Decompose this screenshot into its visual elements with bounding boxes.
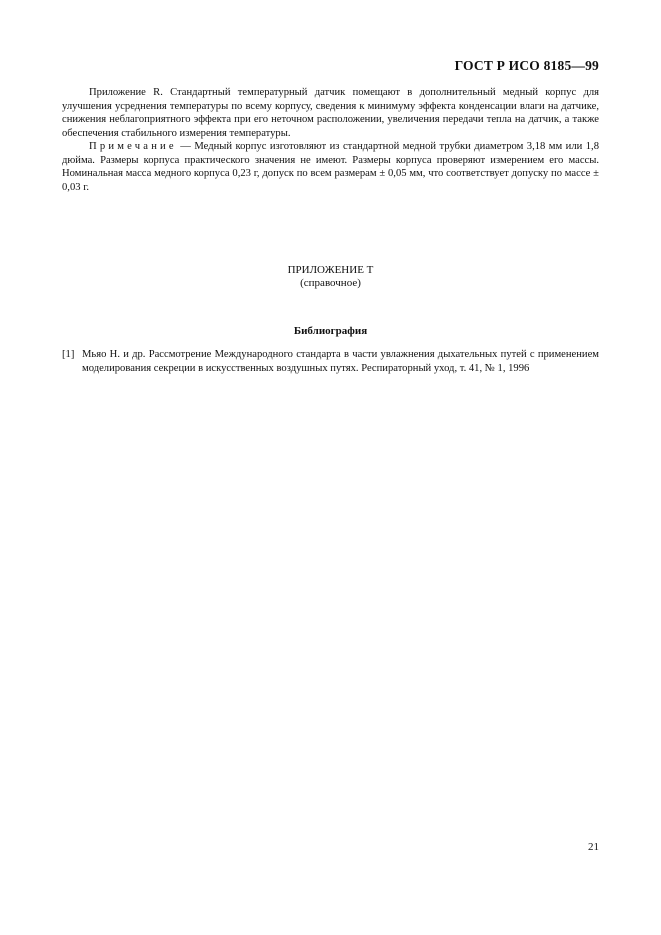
- note-text: — Медный корпус изготовляют из стандартной медной трубки диаметром 3,18 мм или 1,8 дюйма. Размеры корпуса практического значения не имеют. Размеры корпуса проверяют измерением его массы. Номинальная масса медного корпуса 0,23 г, допуск по всем размерам ± 0,05 мм, что соответствует допуску по массе ± 0,03 г.: [62, 141, 599, 193]
- bibliography-item: [62, 348, 599, 375]
- annex-subtitle: (справочное): [300, 277, 361, 289]
- note-label: Примечание: [89, 141, 177, 152]
- bibliography-title: Библиография: [293, 325, 368, 337]
- note-paragraph: [62, 140, 599, 194]
- bibliography-item-text: Мьяо Н. и др. Рассмотрение Международного стандарта в части увлажнения дыхательных путей с применением моделирования секреции в искусственных воздушных путях. Респираторный уход, т. 41, № 1, 1996: [82, 349, 599, 374]
- bibliography-item-number: [1]: [62, 349, 75, 360]
- page-number: 21: [588, 841, 599, 853]
- annex-r-section: [62, 86, 599, 140]
- annex-r-paragraph: Приложение R. Стандартный температурный датчик помещают в дополнительный медный корпус для улучшения усреднения температуры по всему корпусу, сведения к минимуму эффекта конденсации влаги на датчике, снижения неблагоприятного эффекта при его неточном расположении, увеличения передачи тепла на датчик, а также обеспечения стабильного измерения температуры.: [62, 87, 599, 139]
- annex-heading: [0, 264, 661, 290]
- annex-title: ПРИЛОЖЕНИЕ Т: [287, 264, 374, 276]
- note-section: [62, 140, 599, 194]
- document-header: ГОСТ Р ИСО 8185—99: [454, 58, 599, 73]
